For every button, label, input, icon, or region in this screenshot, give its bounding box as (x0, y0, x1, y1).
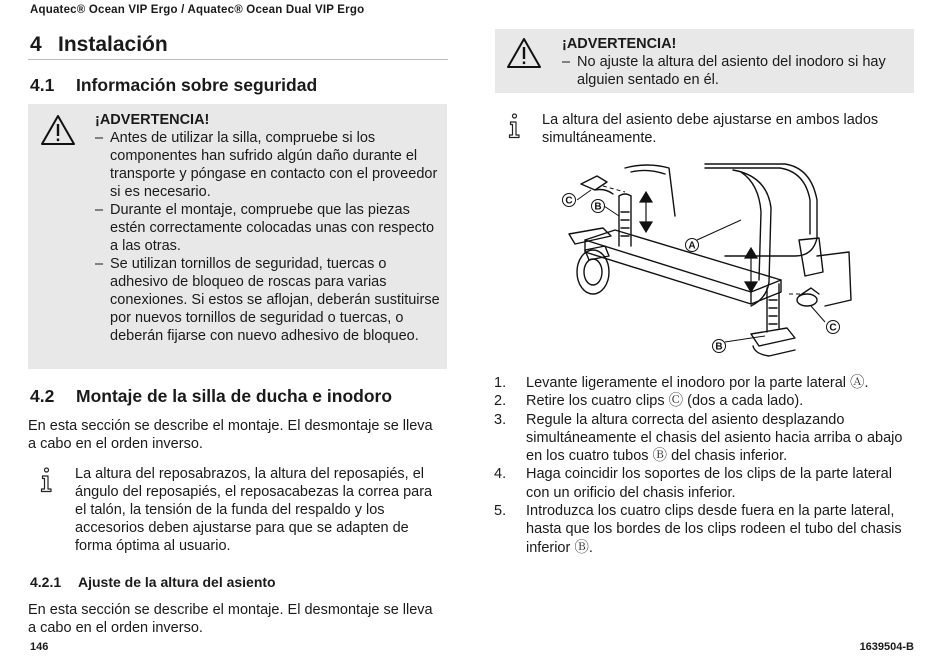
step-text: Haga coincidir los soportes de los clips de la parte lateral con un orificio del chasis inferior. (526, 466, 892, 501)
warning-2-content (562, 35, 902, 89)
section-4-1-number: 4.1 (30, 75, 55, 95)
label-b: B (594, 201, 602, 213)
warning-box-safety (28, 104, 447, 369)
step-number: 3. (494, 411, 507, 428)
section-4-2-info: La altura del reposabrazos, la altura del reposapiés, el ángulo del reposapiés, el reposacabezas la correa para el talón, la tensión de la funda del respaldo y los accesorios deben ajustarse para que se adapten de forma óptima al usuario. (75, 466, 433, 554)
document-number: 1639504-B (859, 641, 914, 653)
warning-1-item: – Durante el montaje, compruebe que las piezas estén correctamente colocadas unas con respecto a las otras. (95, 201, 440, 255)
seat-height-info: La altura del asiento debe ajustarse en ambos lados simultáneamente. (542, 112, 879, 146)
section-4-1-title: Información sobre seguridad (76, 75, 318, 95)
step-number: 4. (494, 466, 507, 483)
step-item (494, 411, 914, 466)
chapter-title-text: Instalación (58, 33, 168, 56)
chapter-rule (28, 59, 448, 60)
step-number: 1. (494, 375, 507, 391)
warning-box-seat-height (495, 29, 914, 93)
label-c: C (565, 195, 573, 207)
running-header: Aquatec® Ocean VIP Ergo / Aquatec® Ocean Dual VIP Ergo (30, 4, 365, 16)
label-c: C (829, 322, 837, 334)
section-4-2-title: Montaje de la silla de ducha e inodoro (76, 386, 393, 406)
section-4-2-1-heading (30, 574, 276, 590)
step-text: Regule la altura correcta del asiento desplazando simultáneamente el chasis del asiento hacia arriba o abajo en los cuatro tubos Ⓑ del chasis inferior. (526, 411, 903, 465)
step-text: Levante ligeramente el inodoro por la parte lateral Ⓐ. (526, 375, 869, 391)
warning-1-item: – Se utilizan tornillos de seguridad, tuercas o adhesivo de bloqueo de roscas para varias conexiones. Si estos se aflojan, deberán sustituirse por nuevos tornillos de seguridad o tuercas, o deberán fijarse con nuevo adhesivo de bloqueo. (95, 255, 440, 345)
section-4-2-heading (30, 386, 392, 407)
seat-height-diagram (555, 160, 855, 362)
step-number: 5. (494, 503, 507, 520)
section-4-2-1-title: Ajuste de la altura del asiento (78, 574, 276, 590)
warning-1-content (95, 111, 440, 345)
step-item (494, 502, 914, 557)
warning-triangle-icon (506, 37, 542, 69)
chapter-number: 4 (30, 33, 42, 56)
section-4-2-intro: En esta sección se describe el montaje. El desmontaje se lleva a cabo en el orden inverso. (28, 418, 433, 452)
label-a: A (688, 240, 696, 252)
info-icon (38, 467, 54, 493)
step-item (494, 465, 914, 502)
procedure-steps (494, 374, 914, 557)
warning-1-title: ¡ADVERTENCIA! (95, 112, 210, 128)
step-text: Introduzca los cuatro clips desde fuera en la parte lateral, hasta que los bordes de los clips rodeen el tubo del chasis inferior Ⓑ. (526, 503, 902, 556)
warning-triangle-icon (40, 114, 76, 146)
step-item (494, 392, 914, 410)
step-number: 2. (494, 393, 507, 410)
page-number: 146 (30, 641, 49, 653)
section-4-2-number: 4.2 (30, 386, 55, 406)
step-text: Retire los cuatro clips Ⓒ (dos a cada lado). (526, 393, 804, 410)
info-icon (506, 113, 522, 139)
section-4-1-heading (30, 75, 317, 96)
warning-2-item: – No ajuste la altura del asiento del inodoro si hay alguien sentado en él. (562, 53, 902, 89)
warning-2-title: ¡ADVERTENCIA! (562, 36, 677, 52)
section-4-2-1-number: 4.2.1 (30, 574, 62, 590)
warning-1-item: – Antes de utilizar la silla, compruebe si los componentes han sufrido algún daño durante el transporte y póngase en contacto con el proveedor si es necesario. (95, 129, 440, 201)
step-item (494, 374, 914, 392)
label-b: B (715, 341, 723, 353)
section-4-2-1-intro: En esta sección se describe el montaje. El desmontaje se lleva a cabo en el orden inverso. (28, 602, 433, 636)
chapter-title (30, 33, 168, 57)
